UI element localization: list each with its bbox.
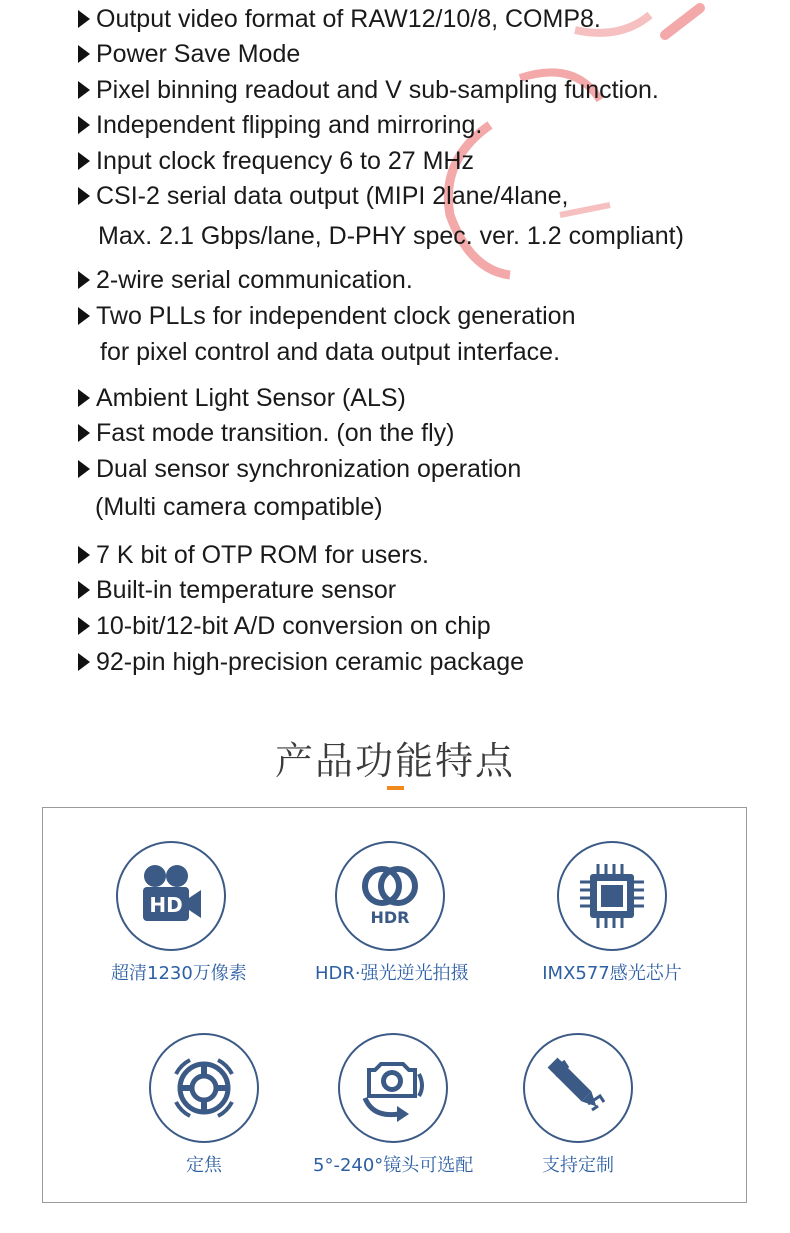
bullet-arrow-icon — [78, 307, 90, 325]
rotate-camera-icon — [338, 1033, 448, 1143]
spec-item: Ambient Light Sensor (ALS) — [78, 383, 406, 413]
bullet-arrow-icon — [78, 10, 90, 28]
spec-item: CSI-2 serial data output (MIPI 2lane/4lane, — [78, 181, 569, 211]
spec-item-continuation: (Multi camera compatible) — [95, 493, 383, 521]
feature-panel — [42, 807, 747, 1203]
feature-chip — [538, 841, 686, 985]
hdr-icon — [335, 841, 445, 951]
hd-camera-icon — [116, 841, 226, 951]
title-underline — [387, 786, 404, 790]
spec-item: Dual sensor synchronization operation — [78, 454, 521, 484]
bullet-arrow-icon — [78, 152, 90, 170]
spec-item: 92-pin high-precision ceramic package — [78, 647, 524, 677]
bullet-arrow-icon — [78, 460, 90, 478]
spec-item: 2-wire serial communication. — [78, 265, 413, 295]
feature-hdr — [315, 841, 469, 985]
spec-item-continuation: Max. 2.1 Gbps/lane, D-PHY spec. ver. 1.2 compliant) — [98, 222, 684, 250]
bullet-arrow-icon — [78, 424, 90, 442]
spec-item: Built-in temperature sensor — [78, 575, 396, 605]
pencil-icon — [523, 1033, 633, 1143]
chip-icon — [557, 841, 667, 951]
feature-lens — [313, 1033, 473, 1177]
spec-item: Fast mode transition. (on the fly) — [78, 418, 454, 448]
bullet-arrow-icon — [78, 45, 90, 63]
spec-item: 7 K bit of OTP ROM for users. — [78, 540, 429, 570]
feature-label: 5°-240°镜头可选配 — [313, 1155, 474, 1176]
spec-item: Two PLLs for independent clock generation — [78, 301, 575, 331]
spec-item: Input clock frequency 6 to 27 MHz — [78, 146, 474, 176]
spec-item: Pixel binning readout and V sub-sampling function. — [78, 75, 659, 105]
spec-item: Output video format of RAW12/10/8, COMP8. — [78, 4, 601, 34]
bullet-arrow-icon — [78, 81, 90, 99]
bullet-arrow-icon — [78, 546, 90, 564]
feature-label: IMX577感光芯片 — [542, 963, 682, 984]
bullet-arrow-icon — [78, 187, 90, 205]
feature-label: 支持定制 — [542, 1155, 614, 1176]
spec-item: Power Save Mode — [78, 39, 300, 69]
bullet-arrow-icon — [78, 271, 90, 289]
feature-label: 定焦 — [186, 1155, 222, 1176]
feature-hd — [111, 841, 247, 985]
feature-fixed-focus — [149, 1033, 259, 1177]
feature-label: 超清1230万像素 — [111, 963, 247, 984]
bullet-arrow-icon — [78, 389, 90, 407]
feature-custom — [523, 1033, 633, 1177]
bullet-arrow-icon — [78, 653, 90, 671]
bullet-arrow-icon — [78, 617, 90, 635]
svg-text:HD: HD — [149, 893, 183, 917]
feature-label: HDR·强光逆光拍摄 — [315, 963, 469, 984]
bullet-arrow-icon — [78, 116, 90, 134]
lifebuoy-icon — [149, 1033, 259, 1143]
spec-item-continuation: for pixel control and data output interface. — [100, 338, 561, 366]
section-title: 产品功能特点 — [274, 739, 515, 783]
bullet-arrow-icon — [78, 581, 90, 599]
spec-item: 10-bit/12-bit A/D conversion on chip — [78, 611, 491, 641]
svg-text:HDR: HDR — [370, 908, 410, 927]
spec-item: Independent flipping and mirroring. — [78, 110, 482, 140]
